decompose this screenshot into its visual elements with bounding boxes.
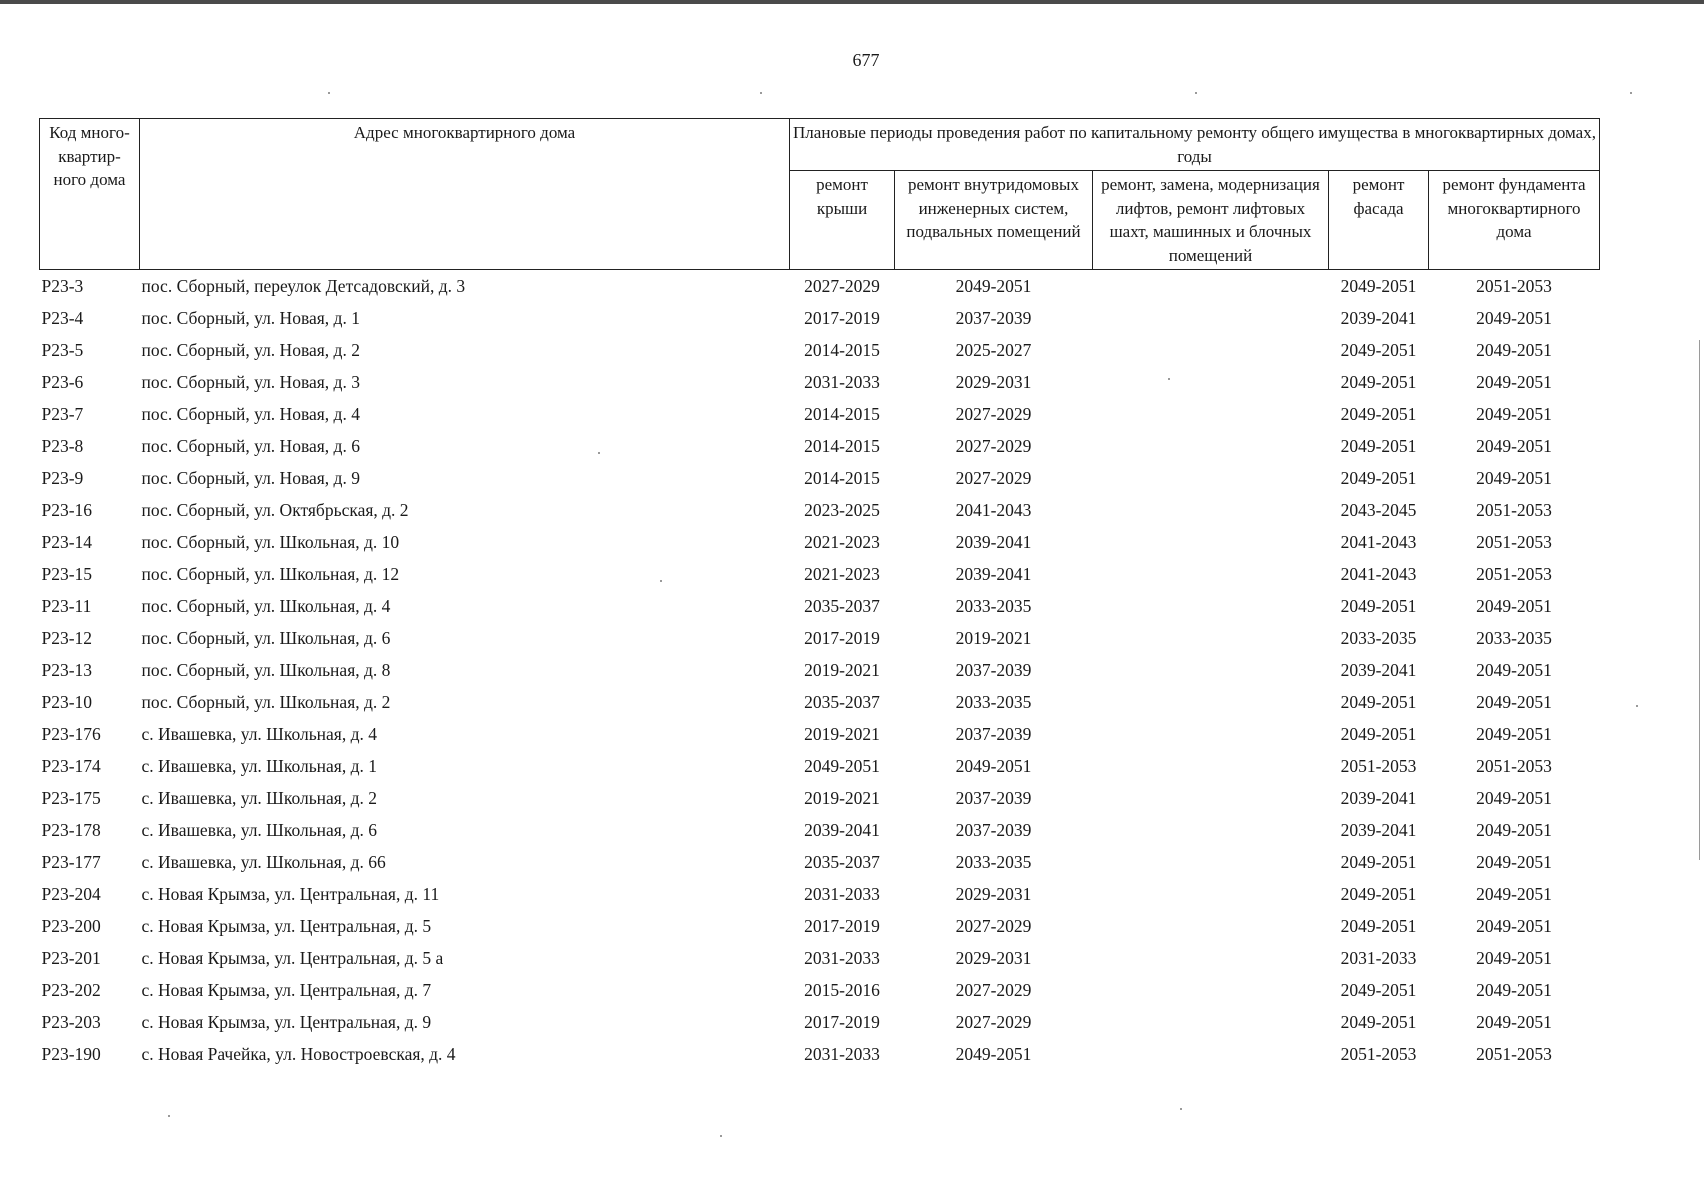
row-roof-period: 2035-2037 bbox=[804, 851, 880, 872]
table-header bbox=[40, 119, 1600, 270]
row-elevators-period bbox=[1093, 590, 1329, 622]
row-foundation-period: 2049-2051 bbox=[1476, 595, 1552, 616]
row-facade-period: 2049-2051 bbox=[1340, 883, 1417, 904]
row-elevators-period bbox=[1093, 750, 1329, 782]
row-elevators-period bbox=[1093, 1038, 1329, 1070]
row-facade-period: 2049-2051 bbox=[1340, 403, 1417, 424]
row-code: Р23-12 bbox=[41, 627, 93, 648]
header-elevators: ремонт, замена, модернизация лифтов, ремонт лифтовых шахт, машинных и блочных помещений bbox=[1093, 171, 1329, 270]
row-systems-period: 2041-2043 bbox=[955, 499, 1032, 520]
row-address: пос. Сборный, ул. Октябрьская, д. 2 bbox=[141, 499, 409, 520]
row-facade-period: 2031-2033 bbox=[1340, 947, 1417, 968]
row-foundation-period: 2049-2051 bbox=[1476, 659, 1552, 680]
row-foundation-period: 2049-2051 bbox=[1476, 915, 1552, 936]
table-row bbox=[40, 526, 1600, 558]
row-systems-period: 2029-2031 bbox=[955, 883, 1032, 904]
scan-speck bbox=[1630, 92, 1632, 94]
row-roof-period: 2039-2041 bbox=[804, 819, 880, 840]
scan-speck bbox=[1636, 705, 1638, 707]
row-foundation-period: 2033-2035 bbox=[1476, 627, 1552, 648]
table-row bbox=[40, 782, 1600, 814]
row-systems-period: 2027-2029 bbox=[955, 1011, 1032, 1032]
row-address: с. Ивашевка, ул. Школьная, д. 4 bbox=[141, 723, 378, 744]
row-elevators-period bbox=[1093, 974, 1329, 1006]
row-elevators-period bbox=[1093, 462, 1329, 494]
scan-speck bbox=[168, 1115, 170, 1117]
row-code: Р23-14 bbox=[41, 531, 93, 552]
row-address: пос. Сборный, ул. Новая, д. 9 bbox=[141, 467, 360, 488]
header-roof: ремонт крыши bbox=[790, 171, 895, 270]
row-elevators-period bbox=[1093, 814, 1329, 846]
scan-speck bbox=[760, 92, 762, 94]
row-facade-period: 2049-2051 bbox=[1340, 595, 1417, 616]
row-code: Р23-4 bbox=[41, 307, 84, 328]
row-facade-period: 2049-2051 bbox=[1340, 371, 1417, 392]
row-address: пос. Сборный, ул. Школьная, д. 10 bbox=[141, 531, 400, 552]
header-foundation: ремонт фундамента многоквартирного дома bbox=[1429, 171, 1600, 270]
row-facade-period: 2039-2041 bbox=[1340, 819, 1417, 840]
row-facade-period: 2041-2043 bbox=[1340, 531, 1417, 552]
row-systems-period: 2033-2035 bbox=[955, 595, 1032, 616]
row-foundation-period: 2049-2051 bbox=[1476, 851, 1552, 872]
scan-speck bbox=[720, 1135, 722, 1137]
row-foundation-period: 2051-2053 bbox=[1476, 531, 1552, 552]
row-roof-period: 2035-2037 bbox=[804, 691, 880, 712]
header-address: Адрес многоквартирного дома bbox=[140, 119, 790, 270]
row-roof-period: 2014-2015 bbox=[804, 339, 880, 360]
row-code: Р23-202 bbox=[41, 979, 101, 1000]
row-foundation-period: 2049-2051 bbox=[1476, 403, 1552, 424]
table-row bbox=[40, 718, 1600, 750]
row-address: с. Новая Крымза, ул. Центральная, д. 5 а bbox=[141, 947, 444, 968]
row-roof-period: 2019-2021 bbox=[804, 659, 880, 680]
row-address: пос. Сборный, ул. Школьная, д. 8 bbox=[141, 659, 391, 680]
row-address: с. Новая Крымза, ул. Центральная, д. 5 bbox=[141, 915, 432, 936]
row-roof-period: 2017-2019 bbox=[804, 307, 880, 328]
header-facade: ремонт фасада bbox=[1329, 171, 1429, 270]
row-systems-period: 2027-2029 bbox=[955, 979, 1032, 1000]
scan-speck bbox=[598, 452, 600, 454]
row-roof-period: 2049-2051 bbox=[804, 755, 880, 776]
row-elevators-period bbox=[1093, 302, 1329, 334]
row-code: Р23-178 bbox=[41, 819, 101, 840]
row-systems-period: 2049-2051 bbox=[955, 275, 1032, 296]
table-row bbox=[40, 814, 1600, 846]
table-row bbox=[40, 494, 1600, 526]
row-elevators-period bbox=[1093, 430, 1329, 462]
row-systems-period: 2027-2029 bbox=[955, 435, 1032, 456]
row-code: Р23-8 bbox=[41, 435, 84, 456]
row-code: Р23-6 bbox=[41, 371, 84, 392]
row-elevators-period bbox=[1093, 686, 1329, 718]
row-systems-period: 2027-2029 bbox=[955, 915, 1032, 936]
table-row bbox=[40, 398, 1600, 430]
row-roof-period: 2014-2015 bbox=[804, 435, 880, 456]
row-facade-period: 2043-2045 bbox=[1340, 499, 1417, 520]
row-address: с. Новая Крымза, ул. Центральная, д. 9 bbox=[141, 1011, 432, 1032]
row-facade-period: 2033-2035 bbox=[1340, 627, 1417, 648]
row-code: Р23-174 bbox=[41, 755, 101, 776]
row-elevators-period bbox=[1093, 494, 1329, 526]
row-elevators-period bbox=[1093, 878, 1329, 910]
row-facade-period: 2049-2051 bbox=[1340, 275, 1417, 296]
row-elevators-period bbox=[1093, 846, 1329, 878]
row-elevators-period bbox=[1093, 910, 1329, 942]
row-facade-period: 2049-2051 bbox=[1340, 915, 1417, 936]
row-roof-period: 2023-2025 bbox=[804, 499, 880, 520]
table-row bbox=[40, 558, 1600, 590]
table-row bbox=[40, 686, 1600, 718]
row-address: пос. Сборный, переулок Детсадовский, д. 3 bbox=[141, 275, 466, 296]
row-foundation-period: 2049-2051 bbox=[1476, 947, 1552, 968]
row-foundation-period: 2051-2053 bbox=[1476, 1043, 1552, 1064]
row-systems-period: 2029-2031 bbox=[955, 947, 1032, 968]
table-row bbox=[40, 1038, 1600, 1070]
row-code: Р23-11 bbox=[41, 595, 92, 616]
row-systems-period: 2039-2041 bbox=[955, 531, 1032, 552]
row-roof-period: 2027-2029 bbox=[804, 275, 880, 296]
row-facade-period: 2051-2053 bbox=[1340, 755, 1417, 776]
row-foundation-period: 2049-2051 bbox=[1476, 787, 1552, 808]
row-foundation-period: 2049-2051 bbox=[1476, 371, 1552, 392]
row-code: Р23-175 bbox=[41, 787, 101, 808]
row-code: Р23-204 bbox=[41, 883, 101, 904]
row-facade-period: 2049-2051 bbox=[1340, 723, 1417, 744]
top-border-line bbox=[0, 0, 1704, 4]
row-facade-period: 2049-2051 bbox=[1340, 851, 1417, 872]
row-roof-period: 2014-2015 bbox=[804, 403, 880, 424]
row-foundation-period: 2051-2053 bbox=[1476, 755, 1552, 776]
row-elevators-period bbox=[1093, 526, 1329, 558]
row-roof-period: 2035-2037 bbox=[804, 595, 880, 616]
row-code: Р23-13 bbox=[41, 659, 93, 680]
row-systems-period: 2037-2039 bbox=[955, 819, 1032, 840]
table-row bbox=[40, 462, 1600, 494]
row-roof-period: 2031-2033 bbox=[804, 947, 880, 968]
row-facade-period: 2049-2051 bbox=[1340, 1011, 1417, 1032]
row-address: с. Новая Крымза, ул. Центральная, д. 11 bbox=[141, 883, 440, 904]
row-systems-period: 2025-2027 bbox=[955, 339, 1032, 360]
capital-repair-schedule-table bbox=[39, 118, 1600, 1070]
row-address: пос. Сборный, ул. Школьная, д. 6 bbox=[141, 627, 391, 648]
row-facade-period: 2049-2051 bbox=[1340, 435, 1417, 456]
table-row bbox=[40, 846, 1600, 878]
row-foundation-period: 2051-2053 bbox=[1476, 275, 1552, 296]
scan-speck bbox=[1195, 92, 1197, 94]
row-roof-period: 2015-2016 bbox=[804, 979, 880, 1000]
row-elevators-period bbox=[1093, 558, 1329, 590]
row-systems-period: 2037-2039 bbox=[955, 723, 1032, 744]
table-row bbox=[40, 622, 1600, 654]
scan-speck bbox=[1168, 378, 1170, 380]
row-roof-period: 2031-2033 bbox=[804, 371, 880, 392]
row-systems-period: 2039-2041 bbox=[955, 563, 1032, 584]
row-systems-period: 2037-2039 bbox=[955, 659, 1032, 680]
row-elevators-period bbox=[1093, 718, 1329, 750]
row-elevators-period bbox=[1093, 334, 1329, 366]
scan-edge-line bbox=[1699, 340, 1700, 860]
scan-speck bbox=[328, 92, 330, 94]
scan-speck bbox=[660, 580, 662, 582]
table-row bbox=[40, 1006, 1600, 1038]
row-address: с. Ивашевка, ул. Школьная, д. 1 bbox=[141, 755, 378, 776]
table-row bbox=[40, 334, 1600, 366]
row-roof-period: 2031-2033 bbox=[804, 1043, 880, 1064]
row-systems-period: 2033-2035 bbox=[955, 691, 1032, 712]
row-facade-period: 2049-2051 bbox=[1340, 691, 1417, 712]
row-address: с. Ивашевка, ул. Школьная, д. 6 bbox=[141, 819, 378, 840]
row-code: Р23-9 bbox=[41, 467, 84, 488]
header-systems: ремонт внутридомовых инженерных систем, подвальных помещений bbox=[895, 171, 1093, 270]
row-systems-period: 2037-2039 bbox=[955, 307, 1032, 328]
row-systems-period: 2033-2035 bbox=[955, 851, 1032, 872]
row-address: с. Новая Рачейка, ул. Новостроевская, д. 4 bbox=[141, 1043, 456, 1064]
row-foundation-period: 2049-2051 bbox=[1476, 307, 1552, 328]
row-foundation-period: 2049-2051 bbox=[1476, 883, 1552, 904]
row-systems-period: 2027-2029 bbox=[955, 467, 1032, 488]
row-code: Р23-190 bbox=[41, 1043, 101, 1064]
row-facade-period: 2039-2041 bbox=[1340, 307, 1417, 328]
row-code: Р23-5 bbox=[41, 339, 84, 360]
row-foundation-period: 2049-2051 bbox=[1476, 1011, 1552, 1032]
row-systems-period: 2027-2029 bbox=[955, 403, 1032, 424]
row-facade-period: 2039-2041 bbox=[1340, 787, 1417, 808]
table-row bbox=[40, 910, 1600, 942]
row-foundation-period: 2049-2051 bbox=[1476, 467, 1552, 488]
row-roof-period: 2021-2023 bbox=[804, 563, 880, 584]
row-elevators-period bbox=[1093, 942, 1329, 974]
table-row bbox=[40, 750, 1600, 782]
row-code: Р23-7 bbox=[41, 403, 84, 424]
row-address: пос. Сборный, ул. Новая, д. 6 bbox=[141, 435, 360, 456]
row-address: пос. Сборный, ул. Школьная, д. 12 bbox=[141, 563, 400, 584]
row-address: пос. Сборный, ул. Новая, д. 3 bbox=[141, 371, 360, 392]
row-address: с. Новая Крымза, ул. Центральная, д. 7 bbox=[141, 979, 432, 1000]
row-foundation-period: 2049-2051 bbox=[1476, 723, 1552, 744]
row-address: пос. Сборный, ул. Новая, д. 1 bbox=[141, 307, 360, 328]
table-row bbox=[40, 430, 1600, 462]
row-facade-period: 2049-2051 bbox=[1340, 339, 1417, 360]
row-foundation-period: 2049-2051 bbox=[1476, 435, 1552, 456]
header-code: Код много-квартир-ного дома bbox=[40, 119, 140, 270]
row-elevators-period bbox=[1093, 398, 1329, 430]
row-foundation-period: 2049-2051 bbox=[1476, 819, 1552, 840]
row-elevators-period bbox=[1093, 1006, 1329, 1038]
row-code: Р23-200 bbox=[41, 915, 101, 936]
row-roof-period: 2019-2021 bbox=[804, 723, 880, 744]
row-facade-period: 2039-2041 bbox=[1340, 659, 1417, 680]
row-facade-period: 2041-2043 bbox=[1340, 563, 1417, 584]
row-code: Р23-203 bbox=[41, 1011, 101, 1032]
table-row bbox=[40, 302, 1600, 334]
table-row bbox=[40, 366, 1600, 398]
row-roof-period: 2017-2019 bbox=[804, 1011, 880, 1032]
row-roof-period: 2017-2019 bbox=[804, 627, 880, 648]
table-row bbox=[40, 942, 1600, 974]
row-roof-period: 2014-2015 bbox=[804, 467, 880, 488]
row-roof-period: 2021-2023 bbox=[804, 531, 880, 552]
row-foundation-period: 2051-2053 bbox=[1476, 563, 1552, 584]
row-facade-period: 2051-2053 bbox=[1340, 1043, 1417, 1064]
row-elevators-period bbox=[1093, 622, 1329, 654]
row-systems-period: 2029-2031 bbox=[955, 371, 1032, 392]
row-address: пос. Сборный, ул. Новая, д. 4 bbox=[141, 403, 360, 424]
row-foundation-period: 2049-2051 bbox=[1476, 691, 1552, 712]
page-number: 677 bbox=[852, 50, 880, 70]
row-code: Р23-15 bbox=[41, 563, 93, 584]
row-code: Р23-176 bbox=[41, 723, 101, 744]
row-foundation-period: 2049-2051 bbox=[1476, 979, 1552, 1000]
table-row bbox=[40, 878, 1600, 910]
row-address: пос. Сборный, ул. Новая, д. 2 bbox=[141, 339, 360, 360]
row-foundation-period: 2051-2053 bbox=[1476, 499, 1552, 520]
row-facade-period: 2049-2051 bbox=[1340, 467, 1417, 488]
row-facade-period: 2049-2051 bbox=[1340, 979, 1417, 1000]
row-elevators-period bbox=[1093, 270, 1329, 303]
row-systems-period: 2049-2051 bbox=[955, 755, 1032, 776]
table-row bbox=[40, 590, 1600, 622]
scan-speck bbox=[1180, 1108, 1182, 1110]
row-code: Р23-16 bbox=[41, 499, 93, 520]
row-code: Р23-10 bbox=[41, 691, 93, 712]
header-planned-periods: Плановые периоды проведения работ по капитальному ремонту общего имущества в многоквартирных домах, годы bbox=[790, 119, 1600, 171]
row-address: пос. Сборный, ул. Школьная, д. 2 bbox=[141, 691, 391, 712]
row-elevators-period bbox=[1093, 654, 1329, 686]
row-address: пос. Сборный, ул. Школьная, д. 4 bbox=[141, 595, 391, 616]
row-systems-period: 2049-2051 bbox=[955, 1043, 1032, 1064]
table-row bbox=[40, 654, 1600, 686]
table-row bbox=[40, 270, 1600, 303]
row-code: Р23-177 bbox=[41, 851, 101, 872]
row-code: Р23-201 bbox=[41, 947, 101, 968]
row-elevators-period bbox=[1093, 782, 1329, 814]
row-code: Р23-3 bbox=[41, 275, 84, 296]
row-address: с. Ивашевка, ул. Школьная, д. 66 bbox=[141, 851, 386, 872]
row-systems-period: 2037-2039 bbox=[955, 787, 1032, 808]
table-row bbox=[40, 974, 1600, 1006]
row-systems-period: 2019-2021 bbox=[955, 627, 1032, 648]
row-elevators-period bbox=[1093, 366, 1329, 398]
row-address: с. Ивашевка, ул. Школьная, д. 2 bbox=[141, 787, 378, 808]
row-roof-period: 2017-2019 bbox=[804, 915, 880, 936]
table-body bbox=[40, 270, 1600, 1071]
row-foundation-period: 2049-2051 bbox=[1476, 339, 1552, 360]
row-roof-period: 2031-2033 bbox=[804, 883, 880, 904]
row-roof-period: 2019-2021 bbox=[804, 787, 880, 808]
